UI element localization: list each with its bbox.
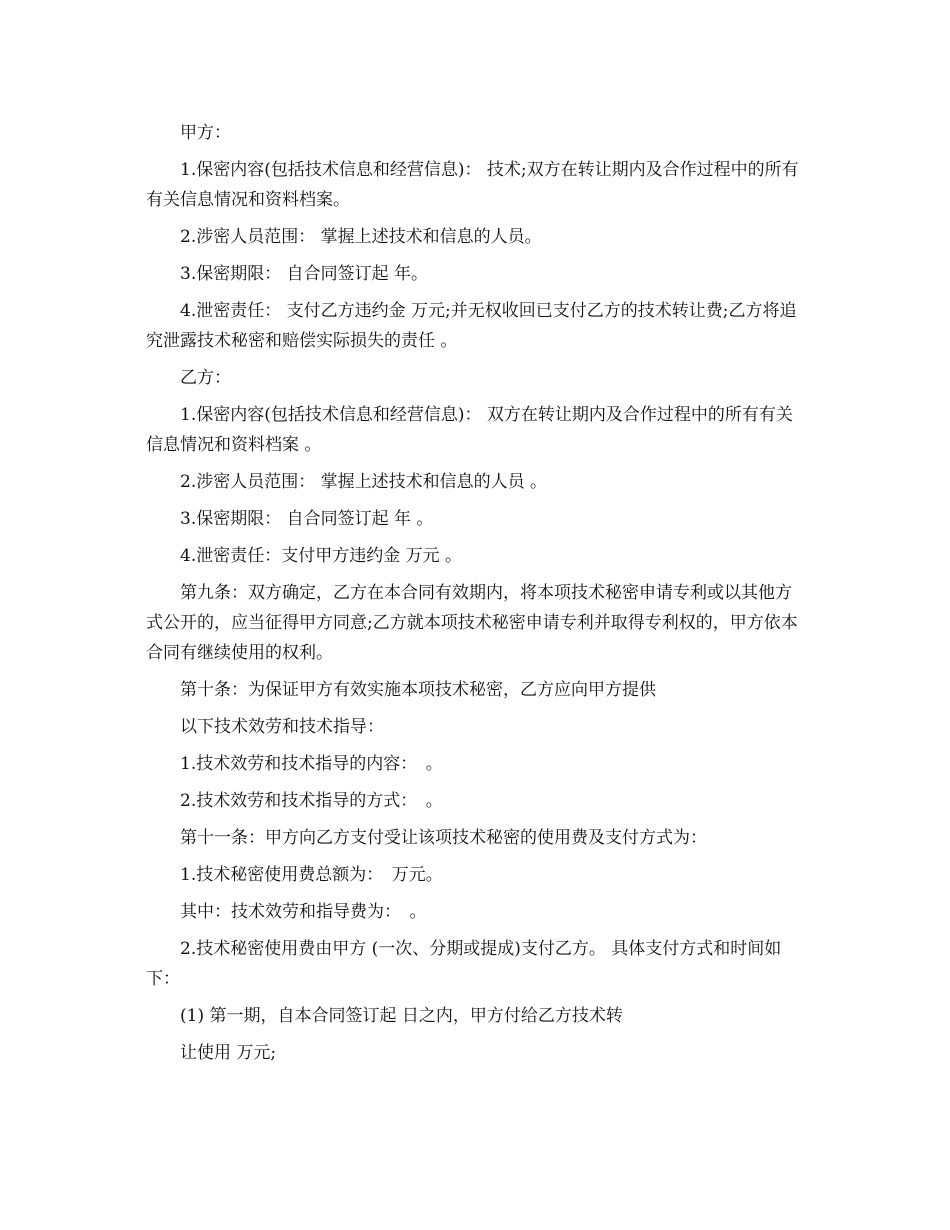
article-11-note: 其中：技术效劳和指导费为： 。 xyxy=(180,902,427,922)
party-a-clause-4: 4.泄密责任： 支付乙方违约金 万元;并无权收回已支付乙方的技术转让费;乙方将追究泄露技术秘密和赔偿实际损失的责任 。 xyxy=(146,301,797,351)
party-a-clause-1: 1.保密内容(包括技术信息和经营信息)： 技术;双方在转让期内及合作过程中的所有有关信息情况和资料档案。 xyxy=(146,160,799,210)
party-b-heading: 乙方： xyxy=(180,368,231,388)
payment-phase-1: (1) 第一期，自本合同签订起 日之内，甲方付给乙方技术转 xyxy=(180,1006,623,1026)
article-11-item-2: 2.技术秘密使用费由甲方 (一次、分期或提成)支付乙方。 具体支付方式和时间如下： xyxy=(146,939,782,989)
party-a-clause-3: 3.保密期限： 自合同签订起 年。 xyxy=(180,264,429,284)
article-11: 第十一条：甲方向乙方支付受让该项技术秘密的使用费及支付方式为： xyxy=(180,828,707,848)
article-10-item-1: 1.技术效劳和技术指导的内容： 。 xyxy=(180,754,443,774)
article-11-item-1: 1.技术秘密使用费总额为： 万元。 xyxy=(180,865,443,885)
article-9: 第九条：双方确定，乙方在本合同有效期内，将本项技术秘密申请专利或以其他方式公开的，应当征得甲方同意;乙方就本项技术秘密申请专利并取得专利权的，甲方依本合同有继续使用的权利。 xyxy=(146,583,798,663)
article-10: 第十条：为保证甲方有效实施本项技术秘密，乙方应向甲方提供 xyxy=(180,680,656,700)
party-b-clause-2: 2.涉密人员范围： 掌握上述技术和信息的人员 。 xyxy=(180,472,548,492)
article-10-continued: 以下技术效劳和技术指导： xyxy=(180,717,384,737)
party-a-heading: 甲方： xyxy=(180,123,231,143)
payment-phase-1-continued: 让使用 万元; xyxy=(180,1043,277,1063)
party-b-clause-4: 4.泄密责任：支付甲方违约金 万元 。 xyxy=(180,546,463,566)
article-10-item-2: 2.技术效劳和技术指导的方式： 。 xyxy=(180,791,443,811)
party-a-clause-2: 2.涉密人员范围： 掌握上述技术和信息的人员。 xyxy=(180,227,542,247)
party-b-clause-3: 3.保密期限： 自合同签订起 年 。 xyxy=(180,509,434,529)
party-b-clause-1: 1.保密内容(包括技术信息和经营信息)： 双方在转让期内及合作过程中的所有有关信息情况和资料档案 。 xyxy=(146,405,793,455)
document-body xyxy=(146,118,806,1075)
